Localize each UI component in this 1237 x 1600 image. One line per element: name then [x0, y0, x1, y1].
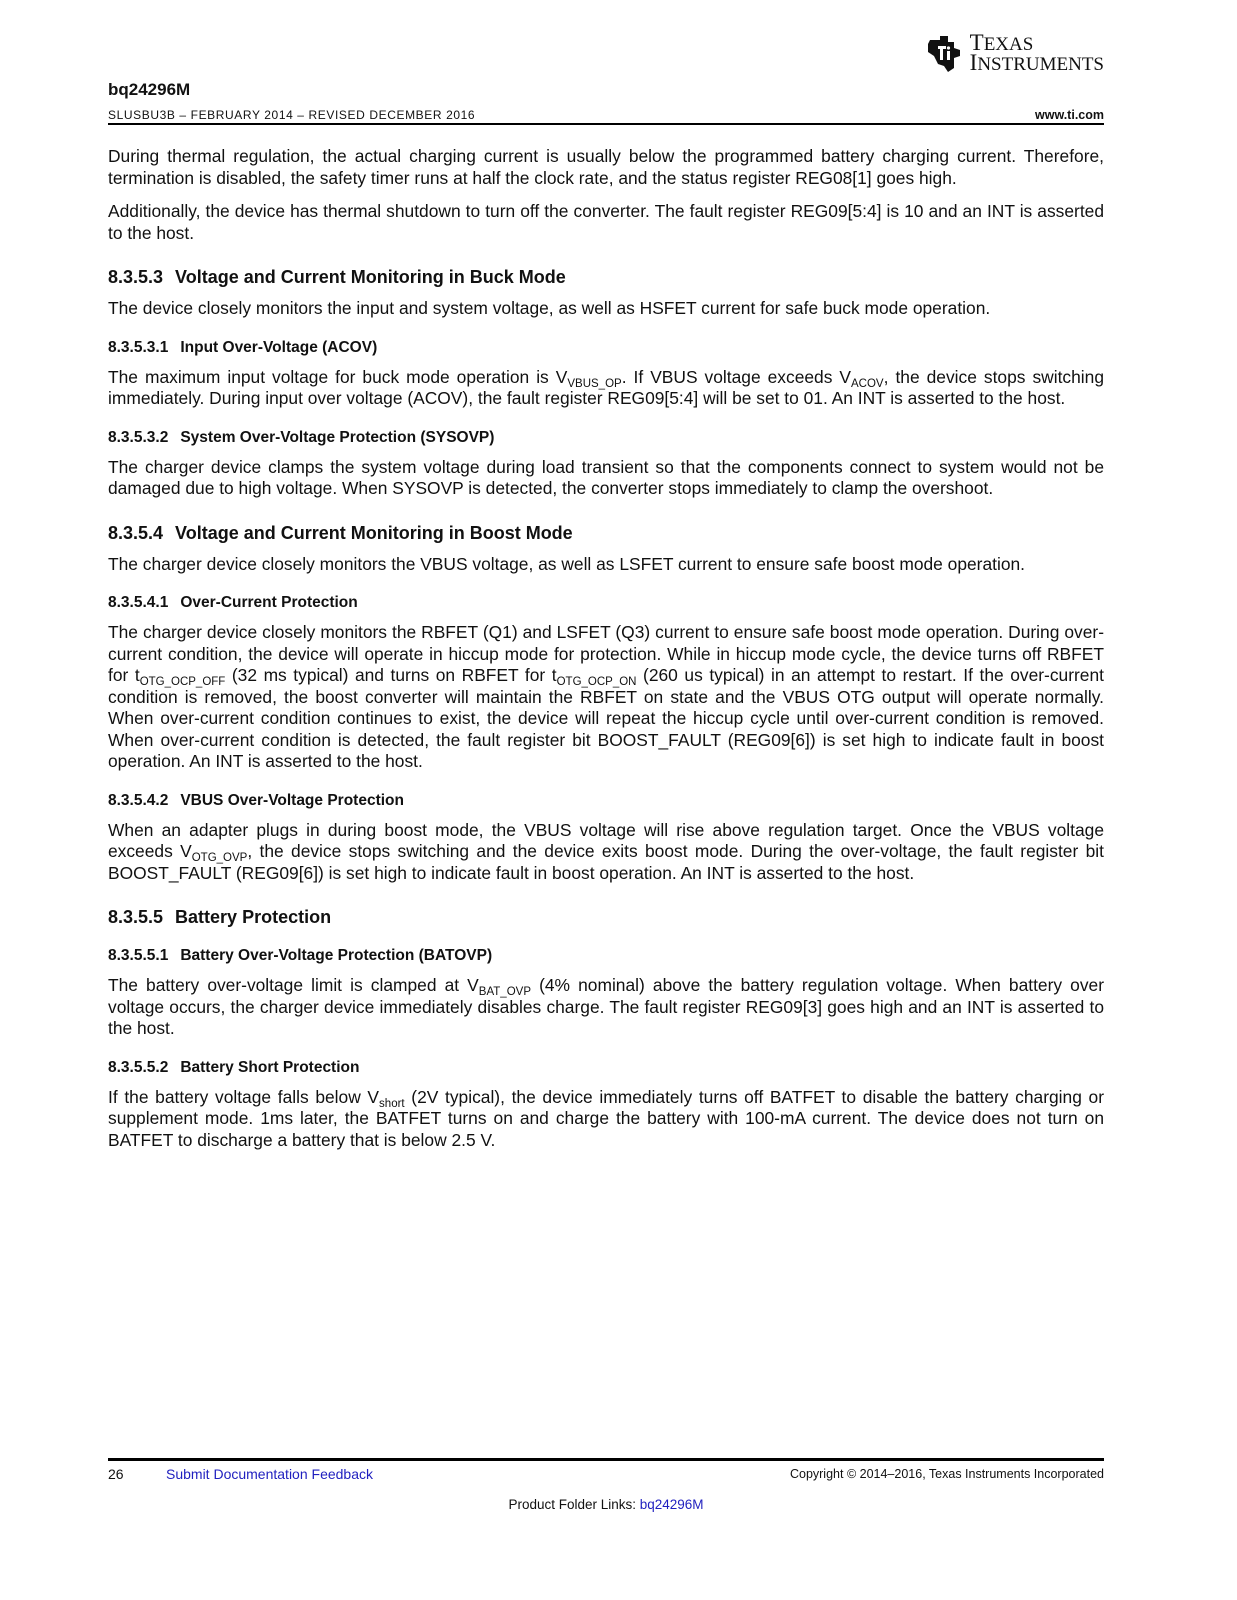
paragraph: Additionally, the device has thermal shutdown to turn off the converter. The fault register REG09[5:4] is 10 and an INT is asserted to the host. [108, 201, 1104, 243]
paragraph: When an adapter plugs in during boost mode, the VBUS voltage will rise above regulation target. Once the VBUS voltage exceeds $V_{OTG\_OVP}$, the device stops switching and the device exits boost mode. During the over-voltage, the fault register bit BOOST_FAULT (REG09[6]) is set high to indicate fault in boost operation. An INT is asserted to the host. [108, 819, 1104, 883]
subsection-heading: 8.3.5.4.2 VBUS Over-Voltage Protection [108, 791, 404, 809]
section-heading: 8.3.5.3 Voltage and Current Monitoring in Buck Mode [108, 267, 566, 287]
subsection-heading: 8.3.5.3.1 Input Over-Voltage (ACOV) [108, 338, 378, 356]
logo-cap-t: T [969, 30, 984, 55]
site-url: www.ti.com [1035, 108, 1104, 122]
paragraph: The maximum input voltage for buck mode operation is $V_{VBUS\_OP}$. If VBUS voltage exceeds $V_{ACOV}$, the device stops switching immediately. During input over voltage (ACOV), the fault register REG09[5:4] will be set to 01. An INT is asserted to the host. [108, 366, 1104, 408]
ti-logo [924, 30, 1104, 75]
subsection-heading: 8.3.5.5.1 Battery Over-Voltage Protection (BATOVP) [108, 947, 493, 964]
section-heading: 8.3.5.4 Voltage and Current Monitoring in Boost Mode [108, 522, 573, 543]
document-number: SLUSBU3B – FEBRUARY 2014 – REVISED DECEMBER 2016 [108, 108, 476, 122]
document-body [108, 146, 1104, 1163]
document-page [108, 0, 1104, 1600]
subsection-heading: 8.3.5.3.2 System Over-Voltage Protection (SYSOVP) [108, 428, 495, 446]
header-divider [108, 123, 1104, 125]
ti-wordmark [969, 30, 1104, 75]
subsection-heading: 8.3.5.4.1 Over-Current Protection [108, 594, 358, 611]
paragraph: The charger device closely monitors the RBFET (Q1) and LSFET (Q3) current to ensure safe boost mode operation. During over-current condition, the device will operate in hiccup mode for protection. While in hiccup mode cycle, the device turns off RBFET for $t_{OTG\_OCP\_OFF}$ (32 ms typical) and turns on RBFET for $t_{OTG\_OCP\_ON}$ (260 us typical) in an attempt to restart. If the over-current condition is removed, the boost converter will maintain the RBFET on state and the VBUS OTG output will operate normally. When over-current condition continues to exist, the device will repeat the hiccup cycle until over-current condition is removed. When over-current condition is detected, the fault register bit BOOST_FAULT (REG09[6]) is set high to indicate fault in boost operation. An INT is asserted to the host. [108, 622, 1104, 771]
paragraph: The battery over-voltage limit is clamped at $V_{BAT\_OVP}$ (4% nominal) above the battery regulation voltage. When battery over voltage occurs, the charger device immediately disables charge. The fault register REG09[3] goes high and an INT is asserted to the host. [108, 975, 1104, 1038]
footer-divider [108, 1458, 1104, 1461]
ti-chip-icon [924, 34, 964, 74]
paragraph: During thermal regulation, the actual charging current is usually below the programmed battery charging current. Therefore, termination is disabled, the safety timer runs at half the clock rate, and the status register REG08[1] goes high. [108, 146, 1104, 188]
logo-cap-i: I [969, 50, 978, 75]
copyright-notice: Copyright © 2014–2016, Texas Instruments Incorporated [789, 1467, 1104, 1481]
paragraph: If the battery voltage falls below $V_{short}$ (2V typical), the device immediately turns off BATFET to disable the battery charging or supplement mode. 1ms later, the BATFET turns on and charge the battery with 100-mA current. The device does not turn on BATFET to discharge a battery that is below 2.5 V. [108, 1086, 1105, 1150]
logo-line1: EXAS [983, 34, 1034, 55]
document-title: bq24296M [108, 80, 191, 99]
logo-line2: NSTRUMENTS [977, 54, 1104, 75]
product-folder-link[interactable]: bq24296M [639, 1497, 704, 1512]
section-heading: 8.3.5.5 Battery Protection [108, 907, 332, 927]
page-number: 26 [108, 1466, 124, 1482]
submit-feedback-link[interactable]: Submit Documentation Feedback [166, 1466, 373, 1482]
paragraph: The charger device closely monitors the VBUS voltage, as well as LSFET current to ensure safe boost mode operation. [108, 553, 1026, 574]
paragraph: The device closely monitors the input and system voltage, as well as HSFET current for safe buck mode operation. [108, 298, 991, 318]
paragraph: The charger device clamps the system voltage during load transient so that the components connect to system would not be damaged due to high voltage. When SYSOVP is detected, the converter stops immediately to clamp the overshoot. [108, 456, 1104, 498]
product-folder-links: Product Folder Links: bq24296M [508, 1497, 704, 1512]
subsection-heading: 8.3.5.5.2 Battery Short Protection [108, 1058, 360, 1076]
